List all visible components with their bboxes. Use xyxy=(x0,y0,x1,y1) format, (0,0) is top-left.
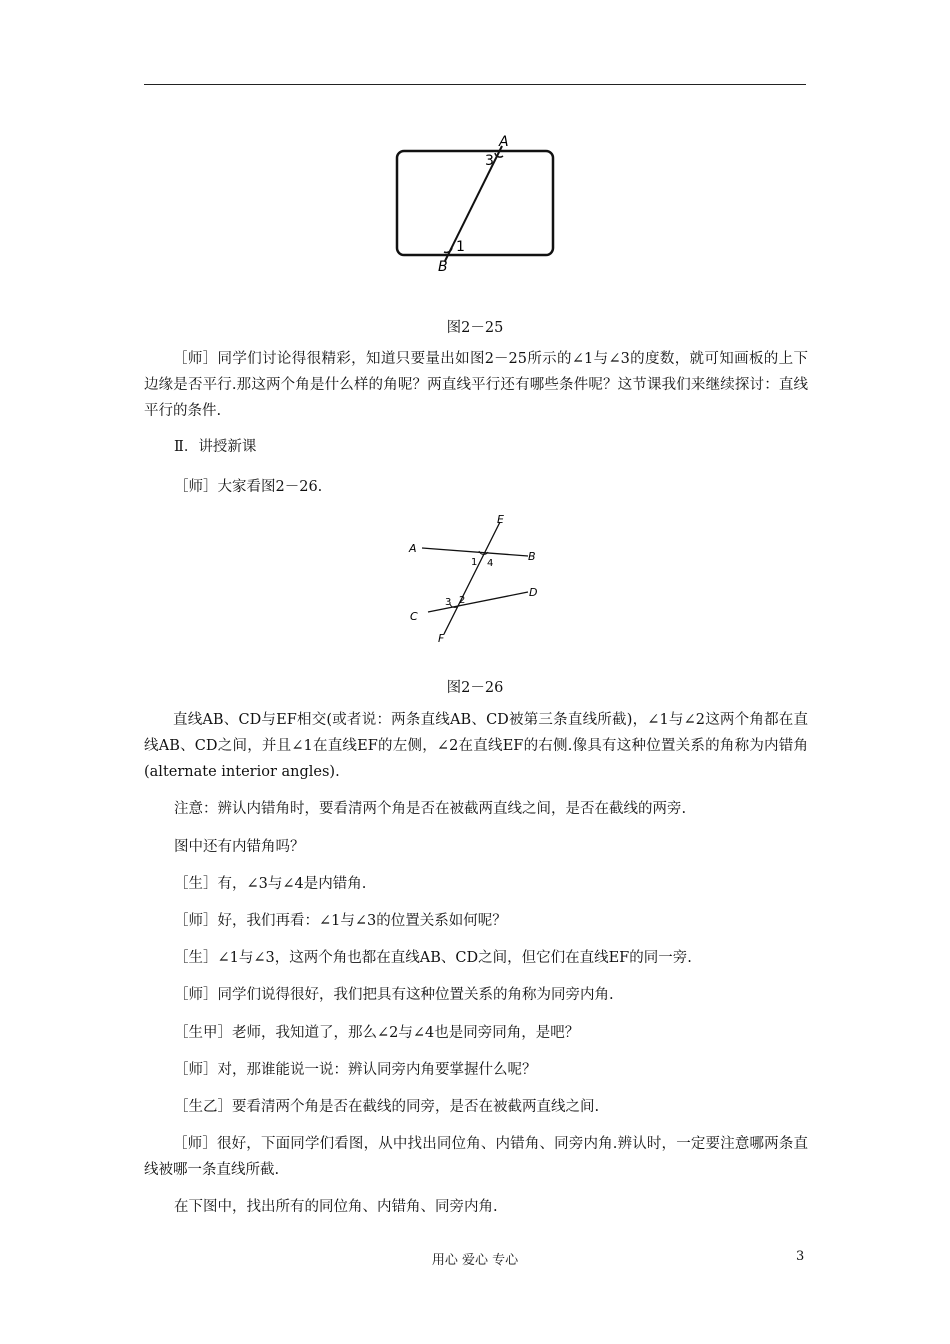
label-E: E xyxy=(497,513,504,526)
figure-2-26 xyxy=(400,508,550,648)
board-rectangle xyxy=(397,151,553,255)
figure-2-25-caption: 图2－25 xyxy=(446,320,504,336)
paragraph-teacher-3: ［师］同学们说得很好，我们把具有这种位置关系的角称为同旁内角. xyxy=(174,987,614,1003)
label-D: D xyxy=(529,586,538,599)
paragraph-student-b: ［生乙］要看清两个角是否在截线的同旁，是否在被截两直线之间. xyxy=(174,1099,600,1115)
figure-2-26-caption: 图2－26 xyxy=(446,680,504,696)
footer-slogan: 用心 爱心 专心 xyxy=(431,1253,519,1268)
paragraph-student-1: ［生］有，∠3与∠4是内错角. xyxy=(174,876,367,892)
label-1: 1 xyxy=(456,239,465,255)
label-A: A xyxy=(409,542,417,555)
page-number: 3 xyxy=(796,1249,805,1264)
line-CD xyxy=(428,592,528,612)
paragraph-student-2: ［生］∠1与∠3，这两个角也都在直线AB、CD之间，但它们在直线EF的同一旁. xyxy=(174,950,692,966)
paragraph-teacher-2: ［师］好，我们再看：∠1与∠3的位置关系如何呢？ xyxy=(174,913,507,929)
paragraph-intro: ［师］同学们讨论得很精彩，知道只要量出如图2－25所示的∠1与∠3的度数，就可知画板的上下边缘是否平行.那这两个角是什么样的角呢？两直线平行还有哪些条件呢？这节课我们来继续探讨：直线平行的条件. xyxy=(144,351,808,419)
label-3: 3 xyxy=(485,153,494,169)
label-F: F xyxy=(438,632,445,645)
paragraph-definition: 直线AB、CD与EF相交(或者说：两条直线AB、CD被第三条直线所截)，∠1与∠2这两个角都在直线AB、CD之间，并且∠1在直线EF的左侧，∠2在直线EF的右侧.像具有这种位置关系的角称为内错角(alternate interior angles). xyxy=(144,712,808,780)
figure-2-25 xyxy=(380,130,580,280)
label-4: 4 xyxy=(487,558,494,569)
section-heading: Ⅱ．讲授新课 xyxy=(174,439,257,455)
paragraph-teacher-5: ［师］很好，下面同学们看图，从中找出同位角、内错角、同旁内角.辨认时，一定要注意哪两条直线被哪一条直线所截. xyxy=(144,1136,808,1178)
label-3: 3 xyxy=(445,597,452,608)
paragraph-note: 注意：辨认内错角时，要看清两个角是否在被截两直线之间，是否在截线的两旁. xyxy=(174,801,687,817)
paragraph-question: 图中还有内错角吗？ xyxy=(174,839,305,855)
label-B: B xyxy=(438,259,448,275)
paragraph-teacher-4: ［师］对，那谁能说一说：辨认同旁内角要掌握什么呢？ xyxy=(174,1062,537,1078)
label-A: A xyxy=(499,134,509,150)
paragraph-student-a: ［生甲］老师，我知道了，那么∠2与∠4也是同旁同角，是吧？ xyxy=(174,1025,580,1041)
label-B: B xyxy=(528,550,536,563)
label-C: C xyxy=(410,610,418,623)
label-1: 1 xyxy=(471,557,478,568)
paragraph-task: 在下图中，找出所有的同位角、内错角、同旁内角. xyxy=(174,1199,498,1215)
line-EF xyxy=(444,522,500,634)
label-2: 2 xyxy=(459,595,466,606)
line-AB xyxy=(422,548,528,556)
header-rule xyxy=(144,84,806,85)
paragraph-look-figure: ［师］大家看图2－26. xyxy=(174,479,323,495)
